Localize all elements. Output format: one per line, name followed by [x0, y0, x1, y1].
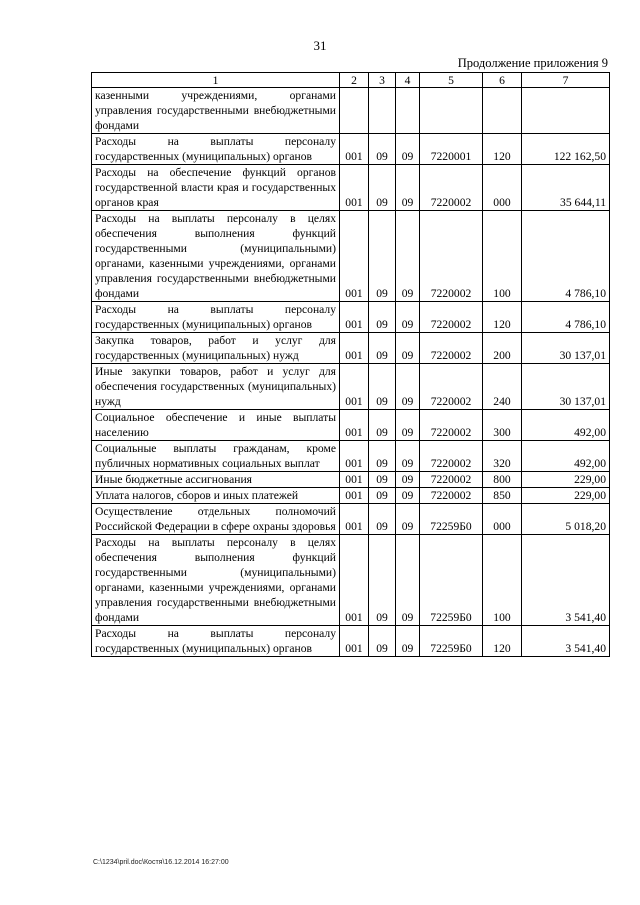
amount-cell: 4 786,10	[522, 302, 610, 333]
table-header	[92, 73, 610, 88]
admin-code-cell: 001	[340, 333, 369, 364]
section-code-cell: 09	[369, 211, 396, 302]
subsection-code-cell: 09	[396, 302, 420, 333]
subsection-code-cell: 09	[396, 165, 420, 211]
subsection-code-cell: 09	[396, 134, 420, 165]
expense-type-cell: 800	[483, 472, 522, 488]
budget-table	[91, 72, 610, 657]
table-row	[92, 535, 610, 626]
description-cell: Расходы на выплаты персоналу в целях обеспечения выполнения функций государственными (муниципальными) органами, казенными учреждениями, органами управления государственными внебюджетными фондами	[92, 535, 340, 626]
subsection-code-cell	[396, 88, 420, 134]
table-row	[92, 88, 610, 134]
description-cell: Расходы на выплаты персоналу государственных (муниципальных) органов	[92, 302, 340, 333]
section-code-cell: 09	[369, 488, 396, 504]
table-row	[92, 488, 610, 504]
admin-code-cell: 001	[340, 626, 369, 657]
expense-type-cell: 120	[483, 302, 522, 333]
admin-code-cell: 001	[340, 504, 369, 535]
amount-cell: 30 137,01	[522, 333, 610, 364]
subsection-code-cell: 09	[396, 441, 420, 472]
target-article-cell: 7220002	[420, 410, 483, 441]
target-article-cell: 7220002	[420, 488, 483, 504]
section-code-cell: 09	[369, 364, 396, 410]
target-article-cell: 7220002	[420, 302, 483, 333]
amount-cell: 122 162,50	[522, 134, 610, 165]
description-cell: Иные закупки товаров, работ и услуг для обеспечения государственных (муниципальных) нужд	[92, 364, 340, 410]
expense-type-cell: 850	[483, 488, 522, 504]
expense-type-cell: 000	[483, 504, 522, 535]
expense-type-cell: 320	[483, 441, 522, 472]
column-header-2: 2	[340, 73, 369, 88]
description-cell: Социальное обеспечение и иные выплаты населению	[92, 410, 340, 441]
section-code-cell	[369, 88, 396, 134]
header-row	[92, 73, 610, 88]
target-article-cell: 72259Б0	[420, 535, 483, 626]
section-code-cell: 09	[369, 165, 396, 211]
column-header-3: 3	[369, 73, 396, 88]
admin-code-cell: 001	[340, 472, 369, 488]
target-article-cell: 7220002	[420, 333, 483, 364]
expense-type-cell: 100	[483, 535, 522, 626]
column-header-4: 4	[396, 73, 420, 88]
amount-cell: 35 644,11	[522, 165, 610, 211]
table-row	[92, 364, 610, 410]
column-header-7: 7	[522, 73, 610, 88]
subsection-code-cell: 09	[396, 488, 420, 504]
table-body	[92, 88, 610, 657]
section-code-cell: 09	[369, 410, 396, 441]
amount-cell: 3 541,40	[522, 535, 610, 626]
target-article-cell: 7220001	[420, 134, 483, 165]
expense-type-cell: 240	[483, 364, 522, 410]
page-number: 31	[313, 38, 327, 53]
description-cell: Расходы на выплаты персоналу государственных (муниципальных) органов	[92, 626, 340, 657]
target-article-cell: 72259Б0	[420, 504, 483, 535]
subsection-code-cell: 09	[396, 211, 420, 302]
amount-cell	[522, 88, 610, 134]
admin-code-cell: 001	[340, 441, 369, 472]
section-code-cell: 09	[369, 626, 396, 657]
column-header-1: 1	[92, 73, 340, 88]
admin-code-cell: 001	[340, 488, 369, 504]
amount-cell: 229,00	[522, 488, 610, 504]
target-article-cell: 72259Б0	[420, 626, 483, 657]
description-cell: Расходы на выплаты персоналу государственных (муниципальных) органов	[92, 134, 340, 165]
footer-path: C:\1234\pril.doc\Костя\16.12.2014 16:27:00	[93, 859, 229, 866]
subsection-code-cell: 09	[396, 626, 420, 657]
target-article-cell: 7220002	[420, 472, 483, 488]
table-row	[92, 333, 610, 364]
subsection-code-cell: 09	[396, 364, 420, 410]
section-code-cell: 09	[369, 504, 396, 535]
subsection-code-cell: 09	[396, 535, 420, 626]
description-cell: казенными учреждениями, органами управления государственными внебюджетными фондами	[92, 88, 340, 134]
section-code-cell: 09	[369, 302, 396, 333]
amount-cell: 492,00	[522, 410, 610, 441]
column-header-5: 5	[420, 73, 483, 88]
section-code-cell: 09	[369, 441, 396, 472]
expense-type-cell: 200	[483, 333, 522, 364]
section-code-cell: 09	[369, 333, 396, 364]
admin-code-cell: 001	[340, 410, 369, 441]
description-cell: Расходы на выплаты персоналу в целях обеспечения выполнения функций государственными (муниципальными) органами, казенными учреждениями, органами управления государственными внебюджетными фондами	[92, 211, 340, 302]
amount-cell: 3 541,40	[522, 626, 610, 657]
section-code-cell: 09	[369, 535, 396, 626]
target-article-cell: 7220002	[420, 441, 483, 472]
target-article-cell: 7220002	[420, 211, 483, 302]
description-cell: Уплата налогов, сборов и иных платежей	[92, 488, 340, 504]
target-article-cell: 7220002	[420, 165, 483, 211]
subsection-code-cell: 09	[396, 504, 420, 535]
admin-code-cell: 001	[340, 535, 369, 626]
table-row	[92, 472, 610, 488]
expense-type-cell: 100	[483, 211, 522, 302]
table-row	[92, 504, 610, 535]
description-cell: Осуществление отдельных полномочий Российской Федерации в сфере охраны здоровья	[92, 504, 340, 535]
amount-cell: 4 786,10	[522, 211, 610, 302]
admin-code-cell: 001	[340, 364, 369, 410]
amount-cell: 492,00	[522, 441, 610, 472]
continuation-caption: Продолжение приложения 9	[457, 56, 608, 70]
section-code-cell: 09	[369, 134, 396, 165]
admin-code-cell: 001	[340, 302, 369, 333]
section-code-cell: 09	[369, 472, 396, 488]
description-cell: Расходы на обеспечение функций органов государственной власти края и государственных органов края	[92, 165, 340, 211]
expense-type-cell	[483, 88, 522, 134]
table-row	[92, 134, 610, 165]
table-row	[92, 441, 610, 472]
amount-cell: 5 018,20	[522, 504, 610, 535]
description-cell: Иные бюджетные ассигнования	[92, 472, 340, 488]
description-cell: Социальные выплаты гражданам, кроме публичных нормативных социальных выплат	[92, 441, 340, 472]
table-row	[92, 626, 610, 657]
expense-type-cell: 000	[483, 165, 522, 211]
admin-code-cell: 001	[340, 134, 369, 165]
amount-cell: 229,00	[522, 472, 610, 488]
subsection-code-cell: 09	[396, 410, 420, 441]
subsection-code-cell: 09	[396, 472, 420, 488]
target-article-cell	[420, 88, 483, 134]
table-row	[92, 211, 610, 302]
admin-code-cell: 001	[340, 211, 369, 302]
table-row	[92, 302, 610, 333]
target-article-cell: 7220002	[420, 364, 483, 410]
expense-type-cell: 300	[483, 410, 522, 441]
subsection-code-cell: 09	[396, 333, 420, 364]
table-row	[92, 165, 610, 211]
amount-cell: 30 137,01	[522, 364, 610, 410]
admin-code-cell: 001	[340, 165, 369, 211]
admin-code-cell	[340, 88, 369, 134]
expense-type-cell: 120	[483, 626, 522, 657]
table-row	[92, 410, 610, 441]
column-header-6: 6	[483, 73, 522, 88]
description-cell: Закупка товаров, работ и услуг для государственных (муниципальных) нужд	[92, 333, 340, 364]
expense-type-cell: 120	[483, 134, 522, 165]
